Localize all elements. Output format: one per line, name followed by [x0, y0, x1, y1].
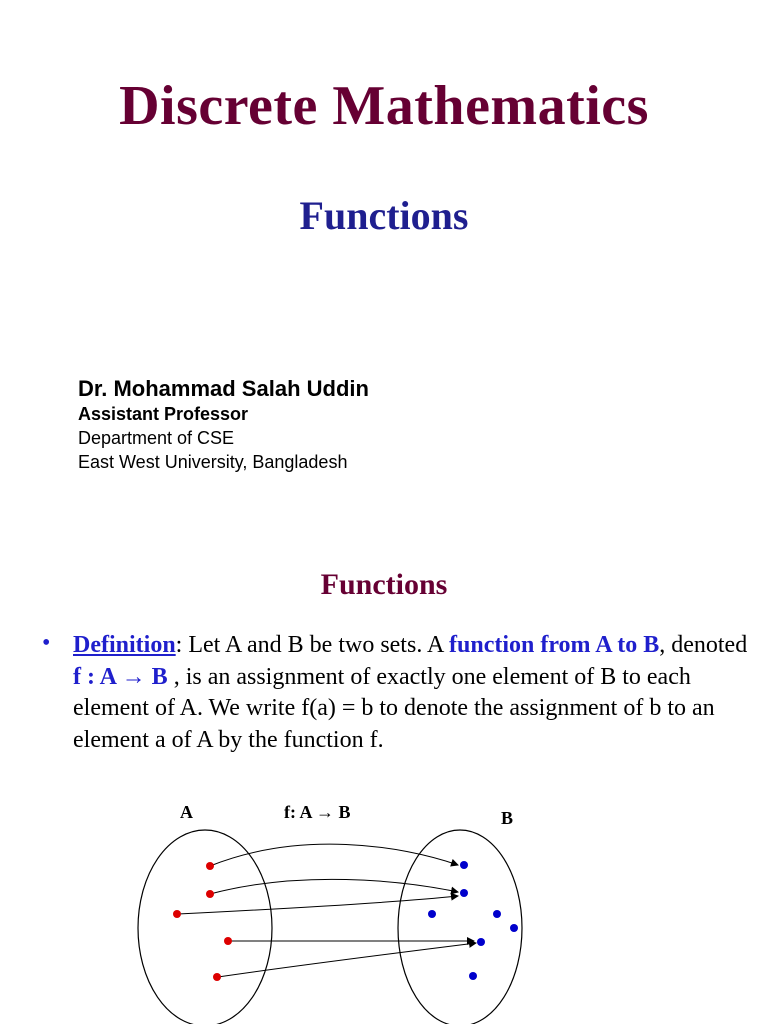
definition-text-1: : Let A and B be two sets. A [175, 632, 449, 658]
definition-paragraph [73, 630, 753, 756]
domain-point [173, 910, 181, 918]
mapping-arrow [210, 844, 458, 866]
domain-point [224, 937, 232, 945]
codomain-point [510, 924, 518, 932]
function-notation: f : A → B [73, 663, 168, 690]
author-university: East West University, Bangladesh [78, 452, 348, 472]
codomain-point [469, 972, 477, 980]
set-b-label: B [501, 808, 514, 828]
definition-text-3: , is an assignment of exactly one element of B to each element of A. We write f(a) = b to denote the assignment of b to an element a of A by the function f. [73, 663, 715, 753]
bullet-icon: • [42, 630, 51, 656]
page-subtitle: Functions [299, 193, 469, 238]
definition-term: Definition [73, 632, 176, 658]
author-department: Department of CSE [78, 428, 235, 448]
section-title: Functions [320, 568, 448, 601]
set-b-ellipse [398, 830, 522, 1024]
page-title: Discrete Mathematics [119, 75, 649, 137]
definition-highlight: function from A to B [449, 632, 660, 658]
mapping-label: f: A → B [284, 802, 351, 822]
domain-point [206, 890, 214, 898]
codomain-point [493, 910, 501, 918]
codomain-point [428, 910, 436, 918]
domain-point [213, 973, 221, 981]
set-a-label: A [180, 802, 193, 822]
function-mapping-diagram [0, 790, 768, 1024]
mapping-arrow [178, 896, 458, 914]
codomain-point [460, 861, 468, 869]
set-a-ellipse [138, 830, 272, 1024]
author-name: Dr. Mohammad Salah Uddin [78, 376, 369, 401]
domain-point [206, 862, 214, 870]
codomain-point [477, 938, 485, 946]
mapping-arrow [210, 879, 458, 894]
mapping-arrow [218, 943, 476, 977]
codomain-point [460, 889, 468, 897]
definition-text-2: , denoted [659, 632, 748, 658]
author-role: Assistant Professor [78, 404, 249, 424]
